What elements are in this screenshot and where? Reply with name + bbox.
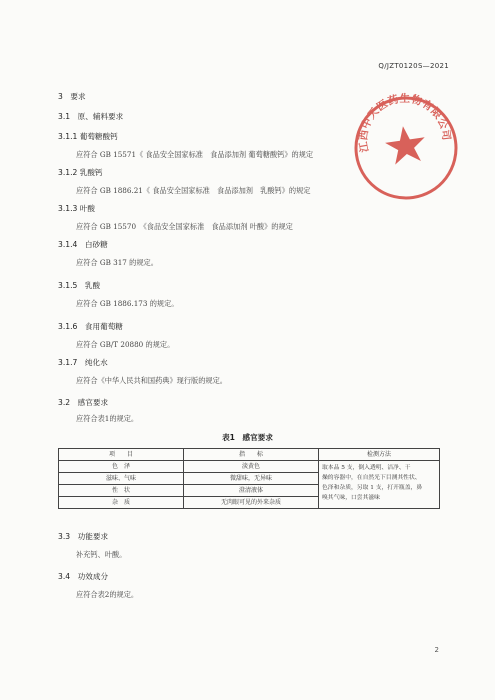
section-3-1-1-heading: 3.1.1 葡萄糖酸钙 — [58, 132, 118, 141]
table-header-method: 检测方法 — [319, 449, 440, 461]
section-3-1-5-heading: 3.1.5 乳酸 — [58, 281, 101, 290]
page-number: 2 — [434, 646, 439, 654]
section-3-1-2-body: 应符合 GB 1886.21《 食品安全国家标准 食品添加剂 乳酸钙》的规定 — [76, 186, 311, 195]
sensory-requirements-table — [58, 448, 440, 509]
section-3-2-body: 应符合表1的规定。 — [76, 414, 139, 423]
section-3-4-body: 应符合表2的规定。 — [76, 590, 139, 599]
seal-text: 江西中天医药生物有限公司 — [357, 92, 453, 154]
section-3-1-7-body: 应符合《中华人民共和国药典》现行版的规定。 — [76, 376, 227, 385]
section-3-1-2-heading: 3.1.2 乳酸钙 — [58, 168, 103, 177]
section-3-1-7-heading: 3.1.7 纯化水 — [58, 358, 108, 367]
section-3-heading: 3 要求 — [58, 92, 86, 101]
table-header-indicator: 指 标 — [184, 449, 319, 461]
table-cell-item: 色 泽 — [59, 461, 184, 473]
table1-title: 表1 感官要求 — [222, 433, 273, 442]
company-seal-stamp — [350, 92, 462, 204]
section-3-1-heading: 3.1 原、辅料要求 — [58, 112, 124, 121]
table-cell-item: 性 状 — [59, 485, 184, 497]
section-3-1-4-heading: 3.1.4 白砂糖 — [58, 240, 108, 249]
table-header-row — [59, 449, 440, 461]
method-line: 燥的容器中，在自然光下目测其性状、 — [322, 475, 421, 481]
table-cell-item: 杂 质 — [59, 497, 184, 509]
table-cell-indicator: 淡黄色 — [184, 461, 319, 473]
section-3-1-6-body: 应符合 GB/T 20880 的规定。 — [76, 340, 175, 349]
section-3-4-heading: 3.4 功效成分 — [58, 572, 109, 581]
section-3-1-6-heading: 3.1.6 食用葡萄糖 — [58, 322, 123, 331]
table-row — [59, 461, 440, 473]
table-cell-method — [319, 461, 440, 509]
section-3-2-heading: 3.2 感官要求 — [58, 398, 109, 407]
section-3-1-3-body: 应符合 GB 15570 《食品安全国家标准 食品添加剂 叶酸》的规定 — [76, 222, 293, 231]
method-line: 嗅其气味，口尝其滋味 — [322, 495, 380, 501]
method-line: 取本品 5 支，倒入透明、洁净、干 — [322, 465, 411, 471]
section-3-1-1-body: 应符合 GB 15571《 食品安全国家标准 食品添加剂 葡萄糖酸钙》的规定 — [76, 150, 314, 159]
table-cell-indicator: 澄清液体 — [184, 485, 319, 497]
document-number: Q/JZT0120S—2021 — [378, 62, 449, 70]
section-3-1-3-heading: 3.1.3 叶酸 — [58, 204, 95, 213]
section-3-3-body: 补充钙、叶酸。 — [76, 550, 127, 559]
method-line: 色泽和杂质，另取 1 支，打开瓶盖，鼻 — [322, 485, 423, 491]
table-cell-indicator: 微甜味，无异味 — [184, 473, 319, 485]
table-cell-indicator: 无肉眼可见的外来杂质 — [184, 497, 319, 509]
table-cell-item: 滋味、气味 — [59, 473, 184, 485]
section-3-3-heading: 3.3 功能要求 — [58, 532, 109, 541]
section-3-1-4-body: 应符合 GB 317 的规定。 — [76, 258, 158, 267]
section-3-1-5-body: 应符合 GB 1886.173 的规定。 — [76, 299, 179, 308]
table-header-item: 项 目 — [59, 449, 184, 461]
